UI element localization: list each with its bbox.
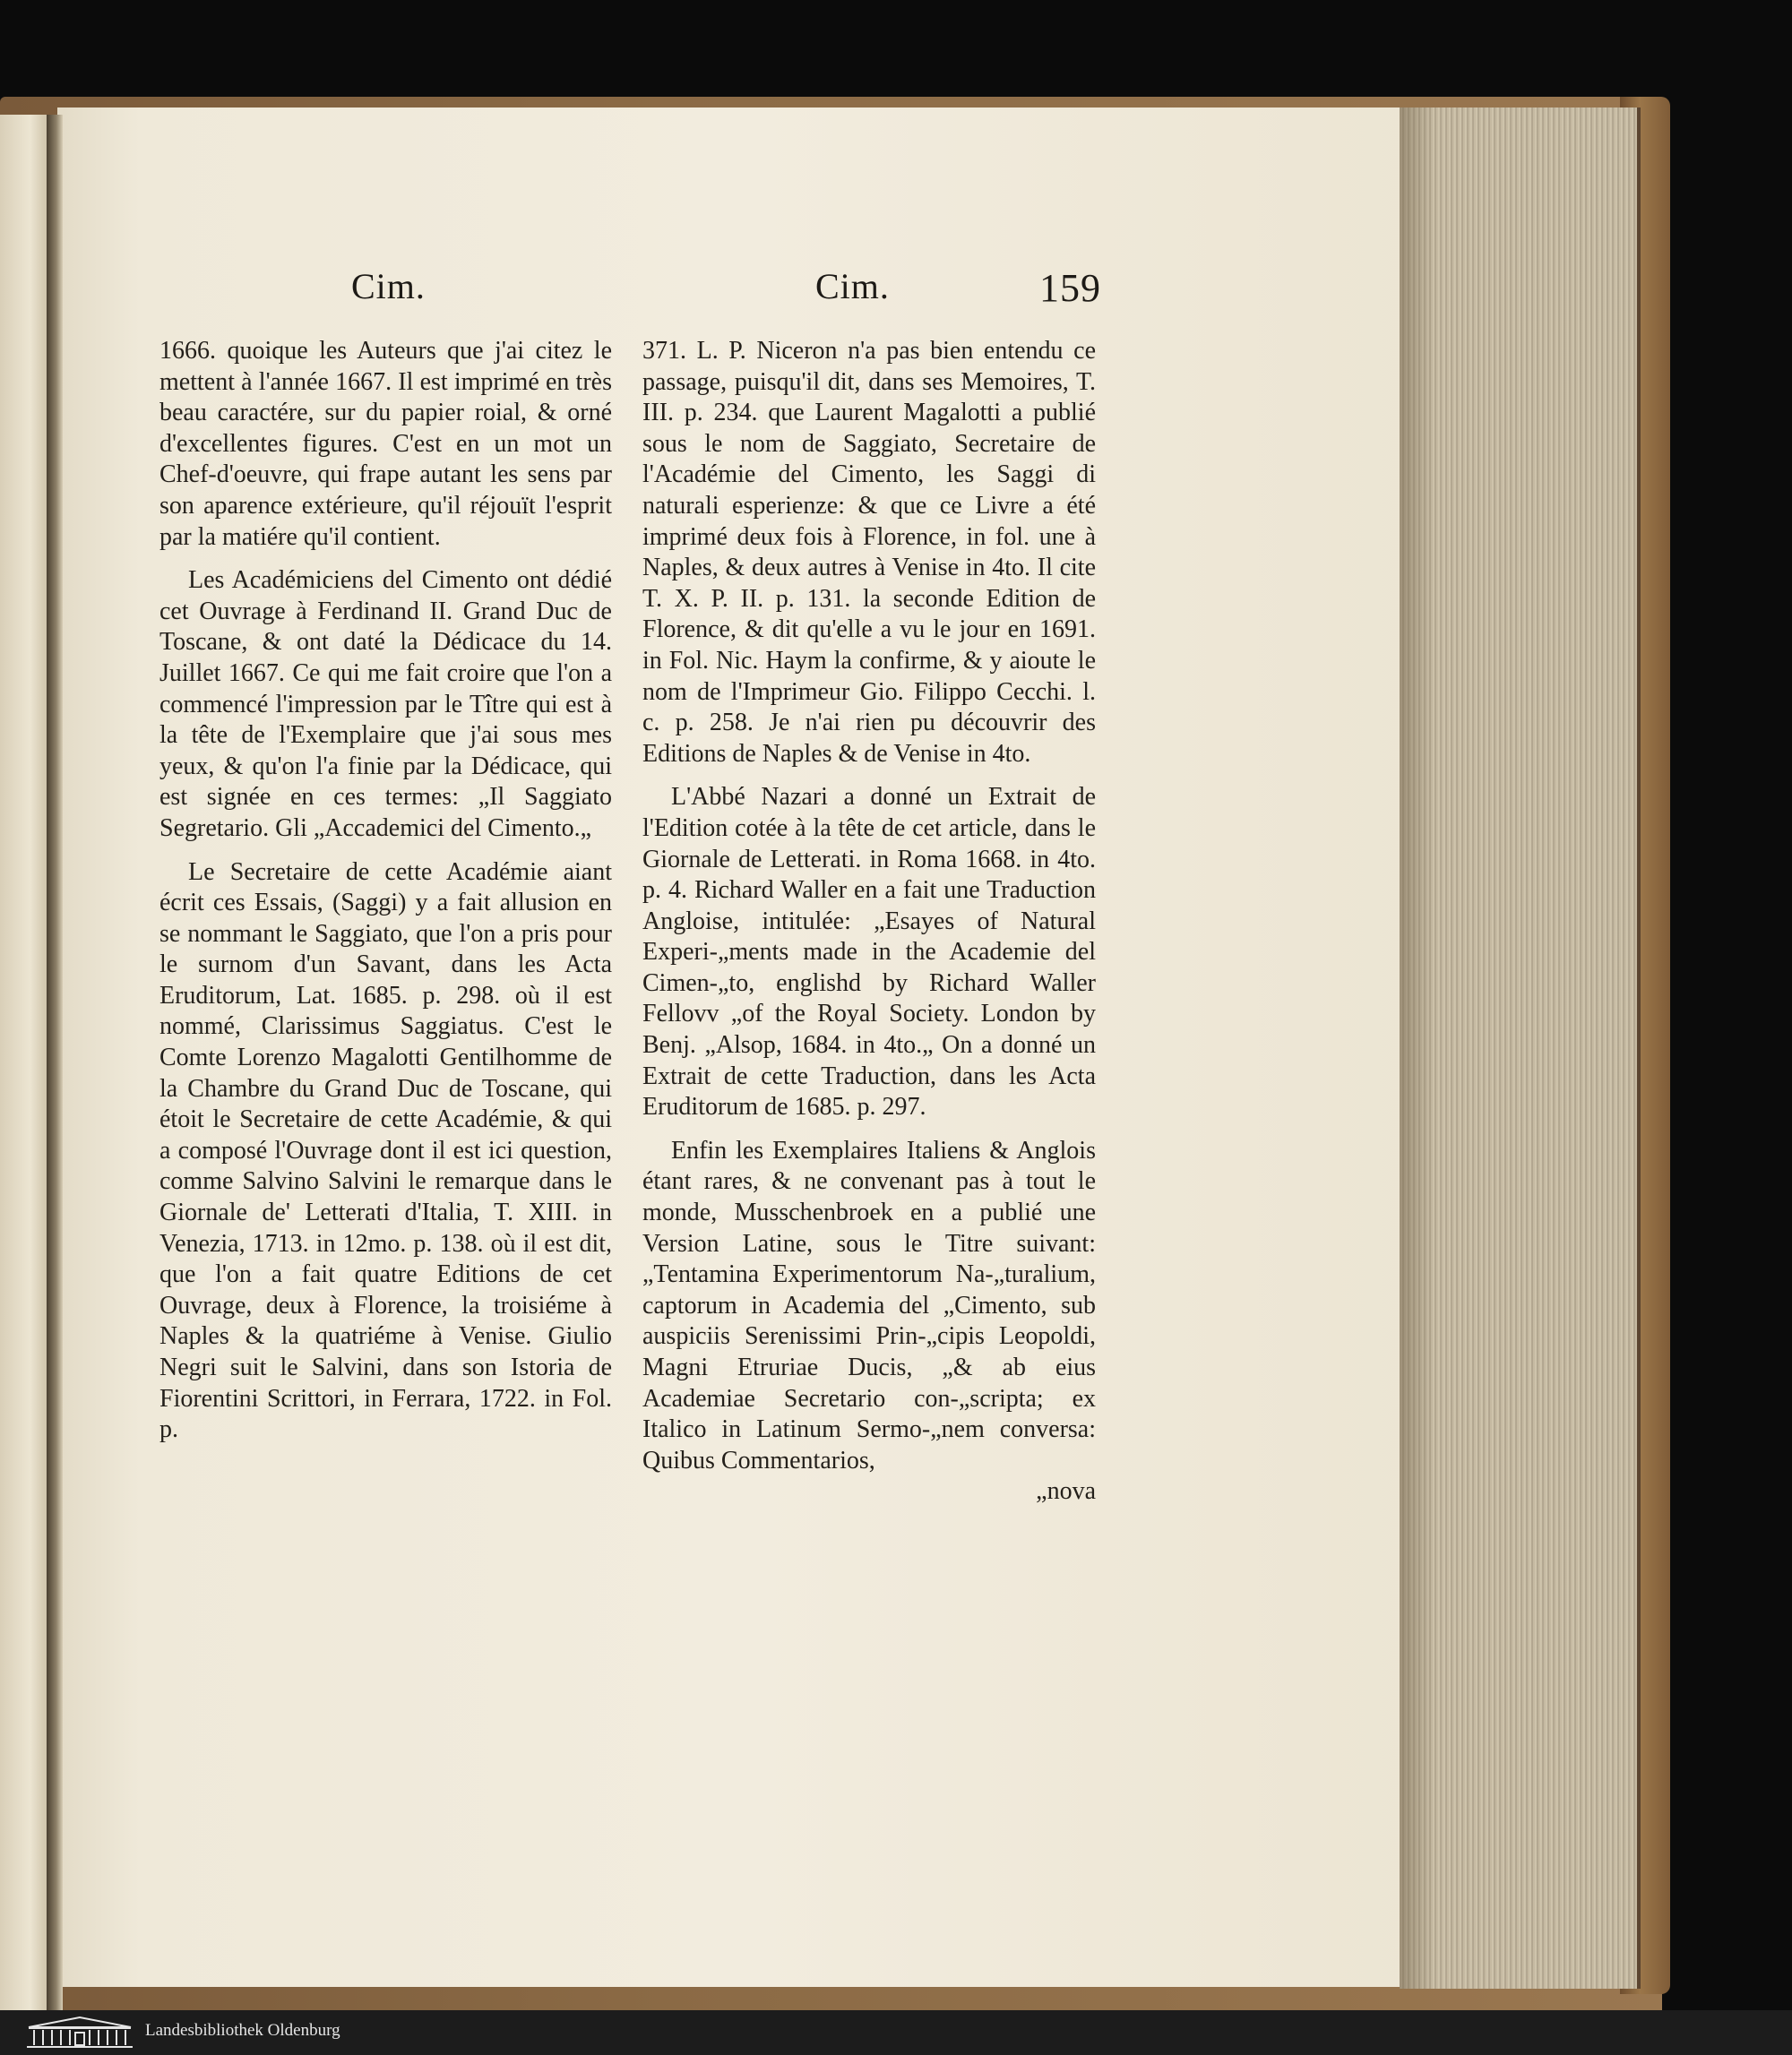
library-building-logo-icon bbox=[25, 2015, 134, 2051]
left-text-column bbox=[159, 336, 612, 1446]
page-edge-shadow bbox=[1400, 107, 1435, 1989]
catchword: „nova bbox=[1036, 1477, 1096, 1506]
paragraph: 371. L. P. Niceron n'a pas bien entendu ce passage, puisqu'il dit, dans ses Memoires, T. III. p. 234. que Laurent Magalotti a publié sous le nom de Saggiato, Secretaire de l'Académie del Cimento, les Saggi di naturali esperienze: & que ce Livre a été imprimé deux fois à Florence, in fol. une à Naples, & deux autres à Venise in 4to. Il cite T. X. P. II. p. 131. la seconde Edition de Florence, & dit qu'elle a vu le jour en 1691. in Fol. Nic. Haym la confirme, & y aioute le nom de l'Imprimeur Gio. Filippo Cecchi. l. c. p. 258. Je n'ai rien pu découvrir des Editions de Naples & de Venise in 4to. bbox=[642, 337, 1096, 768]
book-gutter bbox=[47, 115, 63, 2014]
paragraph: Les Académiciens del Cimento ont dédié cet Ouvrage à Ferdinand II. Grand Duc de Toscane, & ont daté la Dédicace du 14. Juillet 1667. Ce qui me fait croire que l'on a commencé l'impression par le Tître qui est à la tête de l'Exemplaire que j'ai sous mes yeux, & qu'on l'a finie par la Dédicace, qui est signée en ces termes: „Il Saggiato Segretario. Gli „Accademici del Cimento.„ bbox=[159, 566, 612, 842]
left-page-sliver bbox=[0, 115, 50, 2014]
library-name: Landesbibliothek Oldenburg bbox=[145, 2021, 340, 2040]
paragraph: Le Secretaire de cette Académie aiant écrit ces Essais, (Saggi) y a fait allusion en se nommant le Saggiato, que l'on a pris pour le surnom d'un Savant, dans les Acta Eruditorum, Lat. 1685. p. 298. où il est nommé, Clarissimus Saggiatus. C'est le Comte Lorenzo Magalotti Gentilhomme de la Chambre du Grand Duc de Toscane, qui étoit le Secretaire de cette Académie, & qui a composé l'Ouvrage dont il est ici question, comme Salvino Salvini le remarque dans le Giornale de' Letterati d'Italia, T. XIII. in Venezia, 1713. in 12mo. p. 138. où il est dit, que l'on a fait quatre Editions de cet Ouvrage, deux à Florence, la troisiéme à Naples & la quatriéme à Venise. Giulio Negri suit le Salvini, dans son Istoria de Fiorentini Scrittori, in Ferrara, 1722. in Fol. p. bbox=[159, 857, 612, 1444]
page-block-edge bbox=[1400, 107, 1641, 1989]
running-head-center: Cim. bbox=[815, 266, 890, 306]
page-number: 159 bbox=[1039, 266, 1101, 310]
paragraph: L'Abbé Nazari a donné un Extrait de l'Edition cotée à la tête de cet article, dans le Giornale de Letterati. in Roma 1668. in 4to. p. 4. Richard Waller en a fait une Traduction Angloise, intitulée: „Esayes of Natural Experi-„ments made in the Academie del Cimen-„to, englishd by Richard Waller Fellovv „of the Royal Society. London by Benj. „Alsop, 1684. in 4to.„ On a donné un Extrait de cette Traduction, dans les Acta Eruditorum de 1685. p. 297. bbox=[642, 783, 1096, 1122]
paragraph: 1666. quoique les Auteurs que j'ai citez le mettent à l'année 1667. Il est imprimé en très beau caractére, sur du papier roial, & orné d'excellentes figures. C'est en un mot un Chef-d'oeuvre, qui frape autant les sens par son aparence extérieure, qu'il réjouït l'esprit par la matiére qu'il contient. bbox=[159, 337, 612, 551]
running-head-left: Cim. bbox=[351, 266, 426, 306]
right-text-column bbox=[642, 336, 1096, 1508]
paragraph: Enfin les Exemplaires Italiens & Anglois étant rares, & ne convenant pas à tout le monde, Musschenbroek en a publié une Version Latine, sous le Titre suivant: „Tentamina Experimentorum Na-„turalium, captorum in Academia del „Cimento, sub auspiciis Serenissimi Prin-„cipis Leopoldi, Magni Etruriae Ducis, „& ab eius Academiae Secretario con-„scripta; ex Italico in Latinum Sermo-„nem conversa: Quibus Commentarios, bbox=[642, 1136, 1096, 1475]
